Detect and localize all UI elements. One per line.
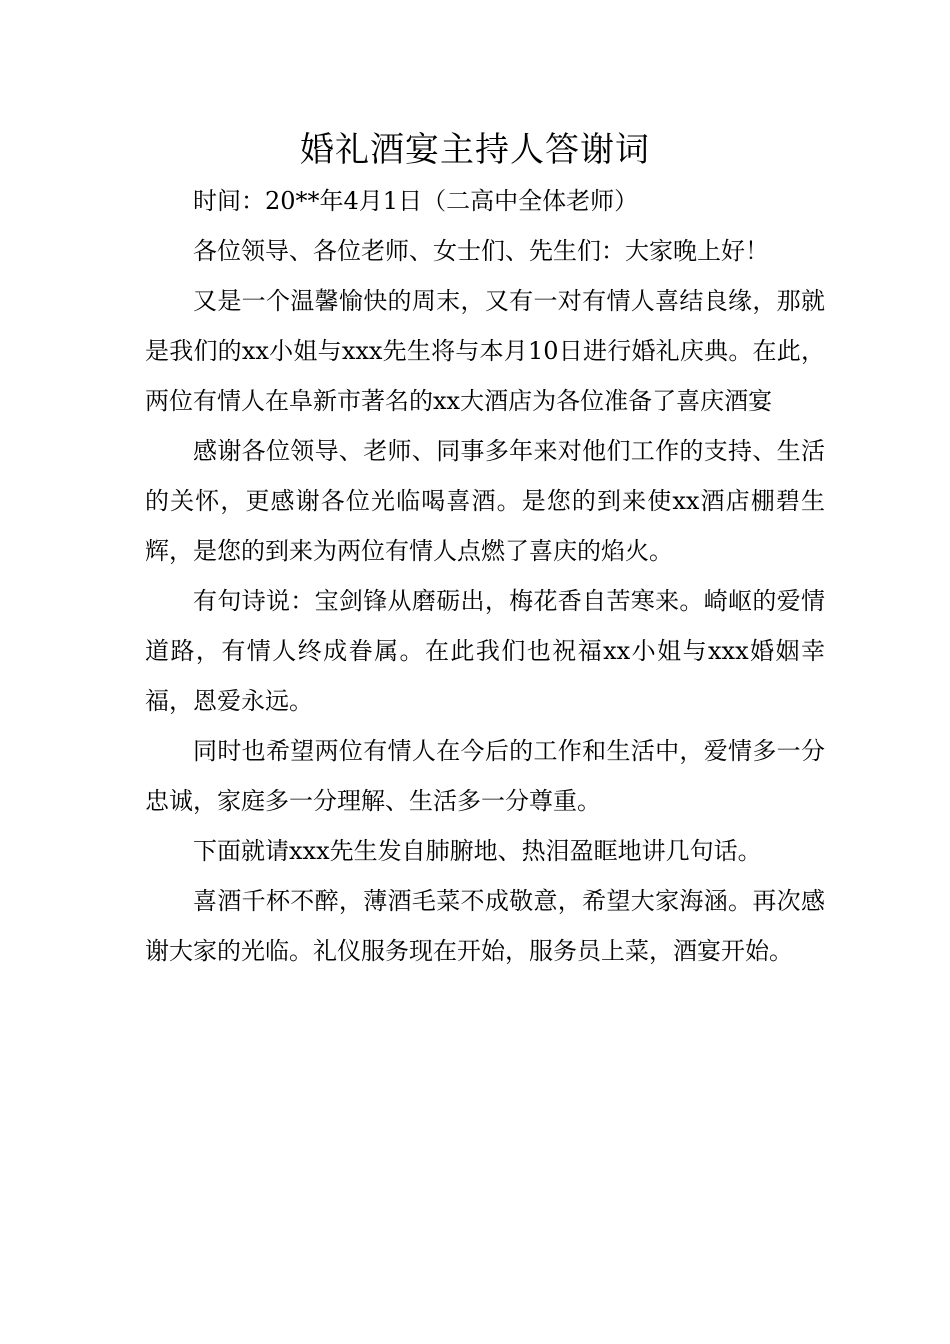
paragraph-poem: 有句诗说：宝剑锋从磨砺出，梅花香自苦寒来。崎岖的爱情道路，有情人终成眷属。在此我们也祝福xx小姐与xxx婚姻幸福，恩爱永远。 bbox=[145, 587, 825, 715]
paragraph-intro: 又是一个温馨愉快的周末，又有一对有情人喜结良缘，那就是我们的xx小姐与xxx先生将与本月10日进行婚礼庆典。在此，两位有情人在阜新市著名的xx大酒店为各位准备了喜庆酒宴 bbox=[145, 287, 825, 415]
paragraph-speech: 下面就请xxx先生发自肺腑地、热泪盈眶地讲几句话。 bbox=[193, 837, 762, 865]
paragraph-time: 时间：20**年4月1日（二高中全体老师） bbox=[193, 187, 639, 215]
paragraph-thanks: 感谢各位领导、老师、同事多年来对他们工作的支持、生活的关怀，更感谢各位光临喝喜酒。是您的到来使xx酒店棚碧生辉，是您的到来为两位有情人点燃了喜庆的焰火。 bbox=[145, 437, 825, 565]
document-body bbox=[145, 176, 825, 976]
document-title: 婚礼酒宴主持人答谢词 bbox=[300, 130, 650, 170]
paragraph-greeting: 各位领导、各位老师、女士们、先生们：大家晚上好！ bbox=[193, 237, 769, 265]
paragraph-wishes: 同时也希望两位有情人在今后的工作和生活中，爱情多一分忠诚，家庭多一分理解、生活多一分尊重。 bbox=[145, 737, 825, 815]
paragraph-closing: 喜酒千杯不醉，薄酒毛菜不成敬意，希望大家海涵。再次感谢大家的光临。礼仪服务现在开始，服务员上菜，酒宴开始。 bbox=[145, 887, 825, 965]
